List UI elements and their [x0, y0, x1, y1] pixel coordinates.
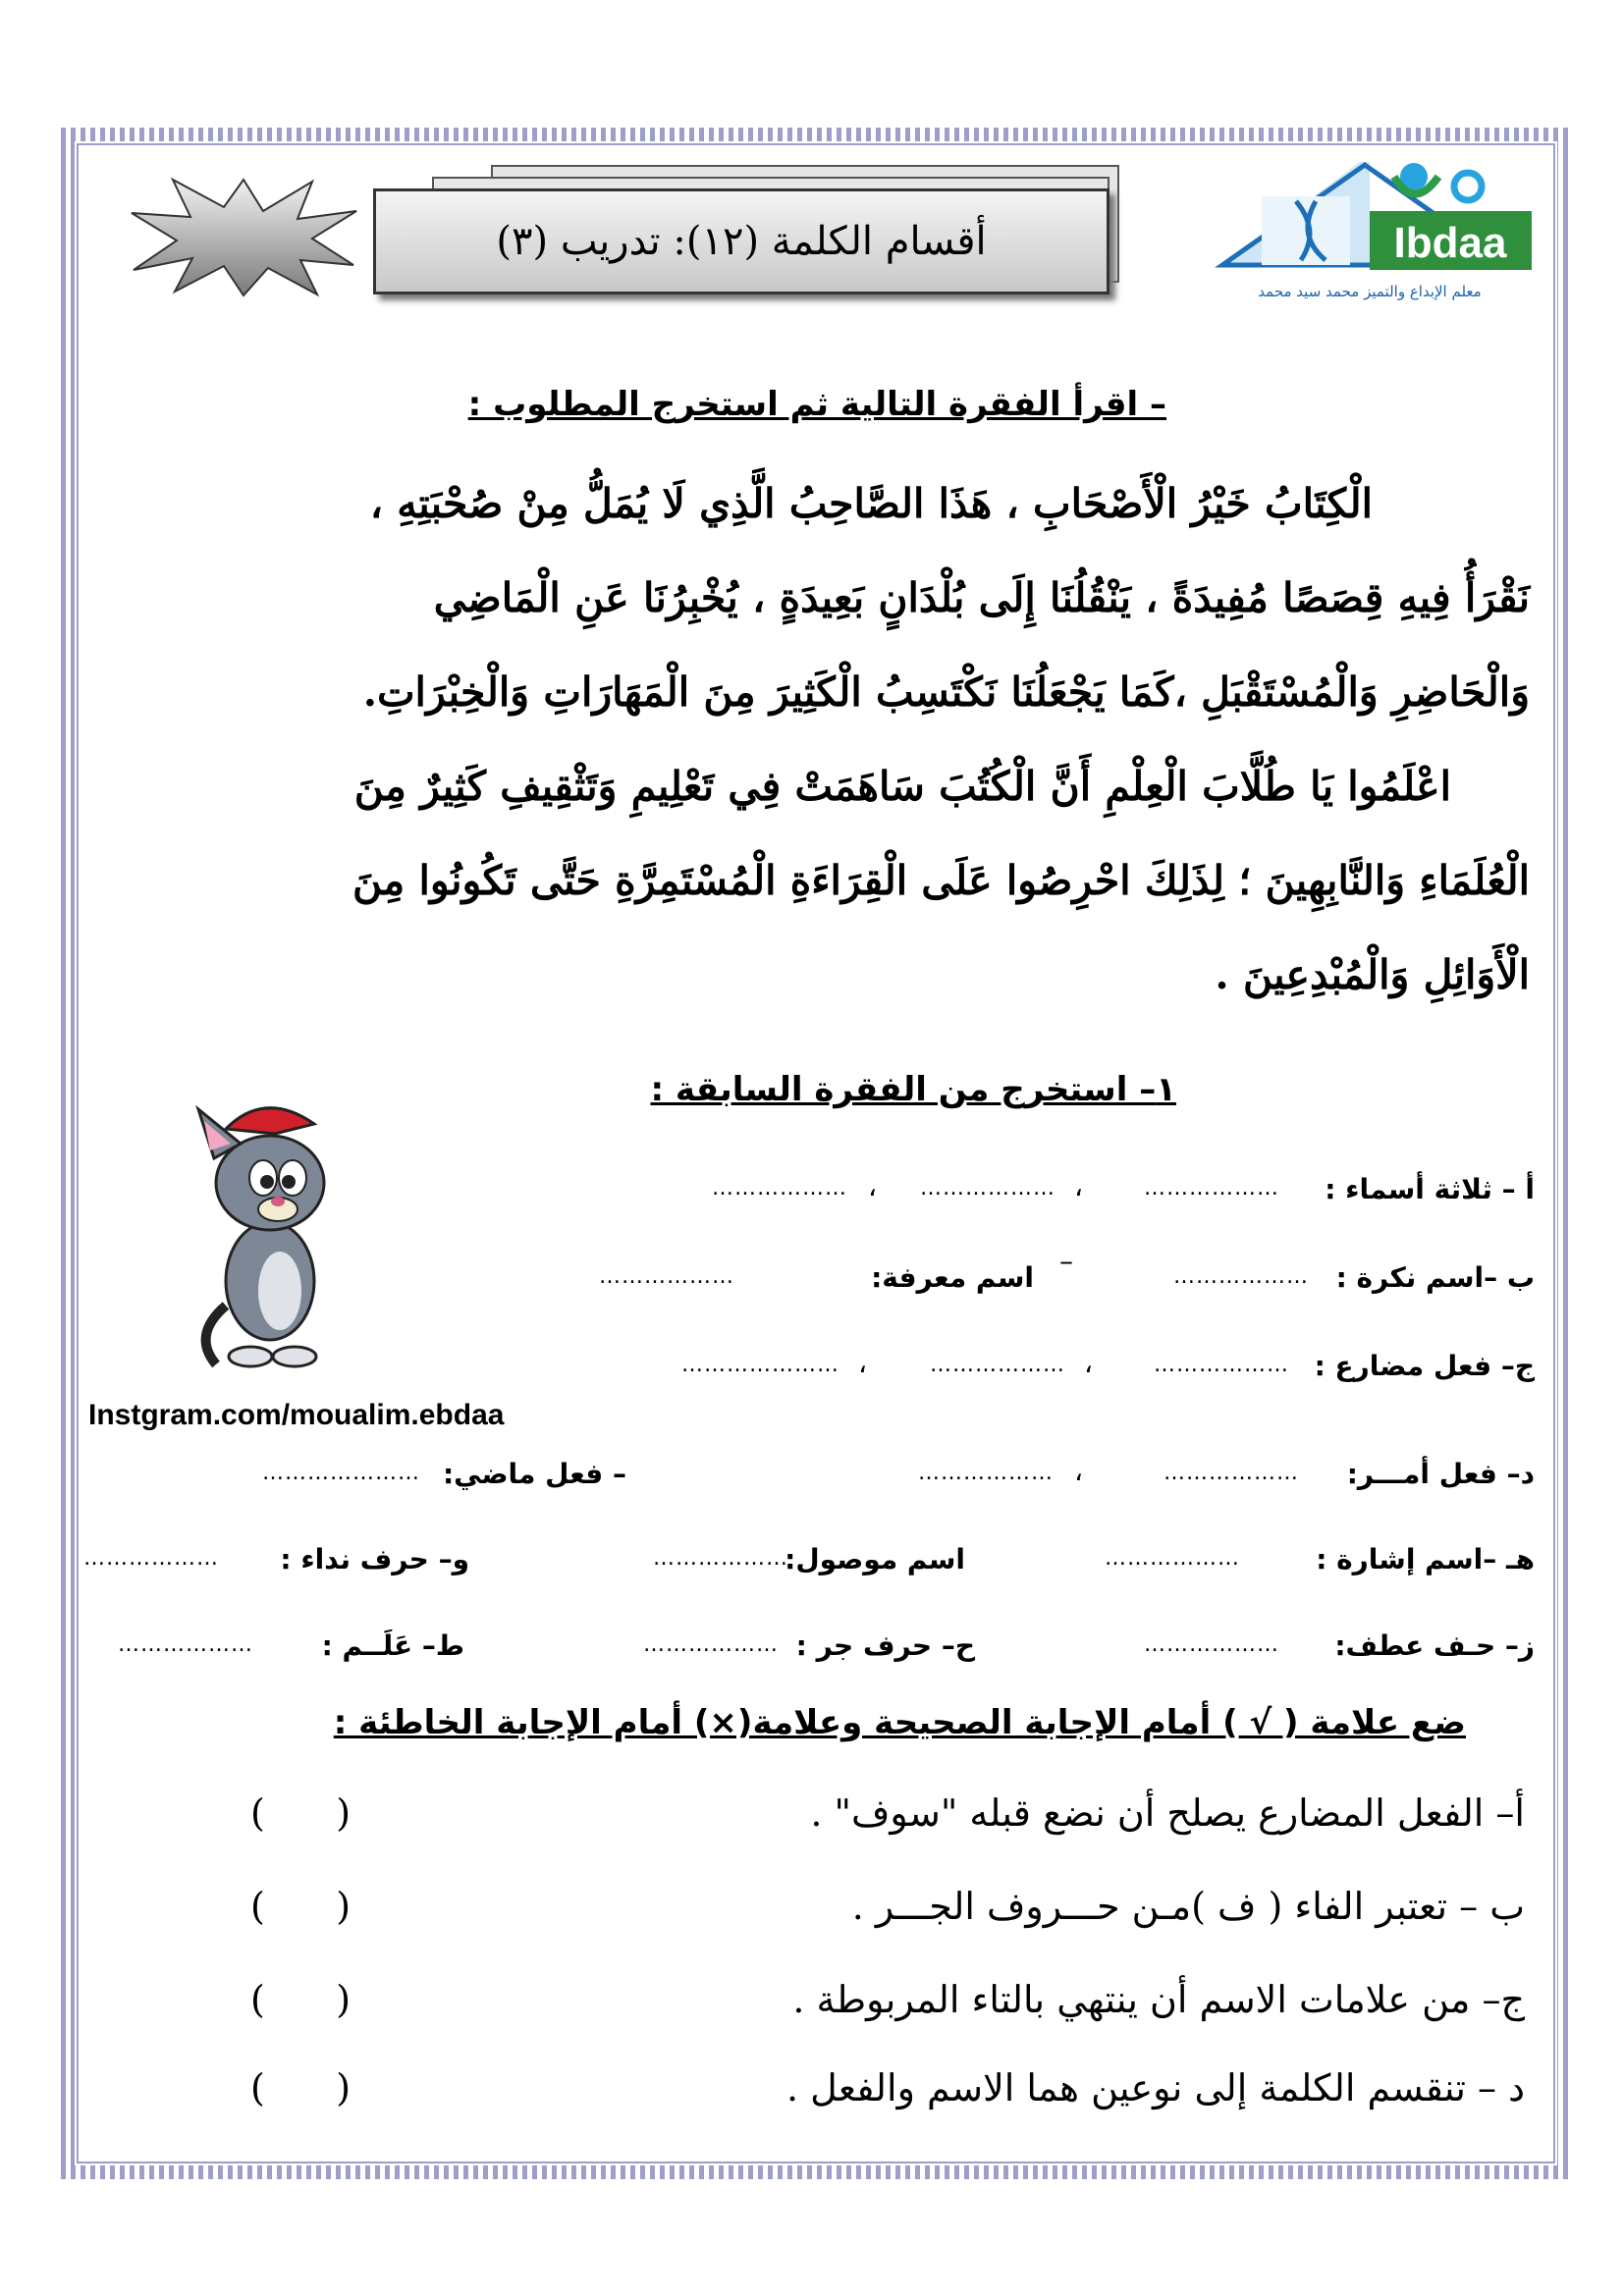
answer-blank[interactable]: ……………… — [1105, 1546, 1240, 1571]
answer-blank[interactable]: ……………… — [930, 1353, 1065, 1377]
true-false-statement: أ– الفعل المضارع يصلح أن نضع قبله "سوف" . — [810, 1791, 1525, 1835]
paragraph-line: وَالْحَاضِرِ وَالْمُسْتَقْبَلِ ،كَمَا يَجْعَلُنَا نَكْتَسِبُ الْكَثِيرَ مِنَ الْمَهَارَاتِ وَالْخِبْرَاتِ. — [362, 668, 1530, 716]
answer-blank[interactable]: ……………… — [920, 1176, 1055, 1201]
comma: ، — [1073, 1455, 1083, 1487]
cartoon-cat-icon — [187, 1090, 353, 1374]
starburst-icon — [126, 172, 361, 299]
item-three-nouns: أ – ثلاثة أسماء : — [1325, 1173, 1535, 1205]
instagram-handle: Instgram.com/moualim.ebdaa — [88, 1399, 505, 1431]
true-false-statement: د – تنقسم الكلمة إلى نوعين هما الاسم والفعل . — [785, 2066, 1525, 2109]
answer-blank[interactable]: ……………… — [643, 1632, 779, 1657]
answer-blank[interactable]: ……………… — [918, 1461, 1054, 1485]
item-conjunction: ز– حـف عطف: — [1334, 1629, 1535, 1662]
item-preposition: ح– حرف جر : — [795, 1629, 975, 1662]
true-false-statement: ج– من علامات الاسم أن ينتهي بالتاء المربوطة . — [792, 1978, 1525, 2021]
answer-box[interactable]: ( ) — [250, 1791, 352, 1835]
answer-blank[interactable]: ……………… — [712, 1176, 847, 1201]
answer-blank[interactable]: ……………… — [1163, 1461, 1299, 1485]
item-demonstrative-noun: هـ –اسم إشارة : — [1316, 1543, 1535, 1575]
answer-blank[interactable]: ……………… — [1154, 1353, 1289, 1377]
paragraph-line: الْأَوَائِلِ وَالْمُبْدِعِينَ . — [1215, 951, 1530, 998]
answer-box[interactable]: ( ) — [250, 1885, 352, 1928]
logo-text: Ibdaa — [1393, 219, 1507, 267]
item-proper-noun: ط– عَلَــم : — [321, 1629, 464, 1662]
item-relative-noun: اسم موصول: — [784, 1543, 965, 1575]
paragraph-line: نَقْرَأُ فِيهِ قِصَصًا مُفِيدَةً ، يَنْقُلُنَا إِلَى بُلْدَانٍ بَعِيدَةٍ ، يُخْبِرُنَا عَنِ الْمَاضِي — [433, 574, 1530, 621]
paragraph-line: اعْلَمُوا يَا طُلَّابَ الْعِلْمِ أَنَّ الْكُتُبَ سَاهَمَتْ فِي تَعْلِيمِ وَتَثْقِيفِ كَثِيرٌ مِنَ — [353, 763, 1451, 810]
dash: – — [1059, 1245, 1073, 1277]
comma: ، — [1073, 1170, 1083, 1202]
section1-heading: ١– استخرج من الفقرة السابقة : — [650, 1070, 1176, 1109]
answer-blank[interactable]: ………………… — [681, 1353, 839, 1377]
answer-blank[interactable]: ………………… — [262, 1461, 420, 1485]
section2-heading: ضع علامة ( √ ) أمام الإجابة الصحيحة وعلامة(×) أمام الإجابة الخاطئة : — [333, 1703, 1466, 1742]
paragraph-line: الْعُلَمَاءِ وَالنَّابِهِينَ ؛ لِذَلِكَ احْرِصُوا عَلَى الْقِرَاءَةِ الْمُسْتَمِرَّةِ حَتَّى تَكُونُوا مِنَ — [352, 857, 1530, 904]
answer-blank[interactable]: ……………… — [653, 1546, 788, 1571]
item-present-verb: ج– فعل مضارع : — [1314, 1350, 1535, 1382]
item-indefinite-noun: ب –اسم نكرة : — [1335, 1261, 1535, 1294]
answer-blank[interactable]: ……………… — [1173, 1264, 1309, 1289]
comma: ، — [1083, 1347, 1093, 1379]
item-imperative-verb: د– فعل أمـــر: — [1346, 1458, 1535, 1490]
instruction-heading: – اقرأ الفقرة التالية ثم استخرج المطلوب : — [467, 385, 1166, 424]
page-title: أقسام الكلمة (١٢): تدريب (٣) — [373, 188, 1109, 294]
answer-blank[interactable]: ……………… — [599, 1264, 734, 1289]
answer-box[interactable]: ( ) — [250, 1978, 352, 2021]
item-vocative-particle: و– حرف نداء : — [280, 1543, 469, 1575]
item-definite-noun: اسم معرفة: — [871, 1261, 1034, 1294]
item-past-verb: – فعل ماضي: — [442, 1458, 626, 1490]
answer-blank[interactable]: ……………… — [1144, 1632, 1279, 1657]
logo-subtitle: معلم الإبداع والتميز محمد سيد محمد — [1258, 283, 1482, 300]
true-false-statement: ب – تعتبر الفاء ( ف )مـن حـــروف الجـــر . — [851, 1885, 1525, 1928]
comma: ، — [867, 1170, 877, 1202]
answer-blank[interactable]: ……………… — [83, 1546, 219, 1571]
paragraph-line: الْكِتَابُ خَيْرُ الْأَصْحَابِ ، هَذَا الصَّاحِبُ الَّذِي لَا يُمَلُّ مِنْ صُحْبَتِهِ ، — [369, 480, 1373, 527]
answer-blank[interactable]: ……………… — [118, 1632, 253, 1657]
comma: ، — [857, 1347, 867, 1379]
reading-paragraph — [77, 456, 1530, 1022]
answer-box[interactable]: ( ) — [250, 2066, 352, 2109]
answer-blank[interactable]: ……………… — [1144, 1176, 1279, 1201]
